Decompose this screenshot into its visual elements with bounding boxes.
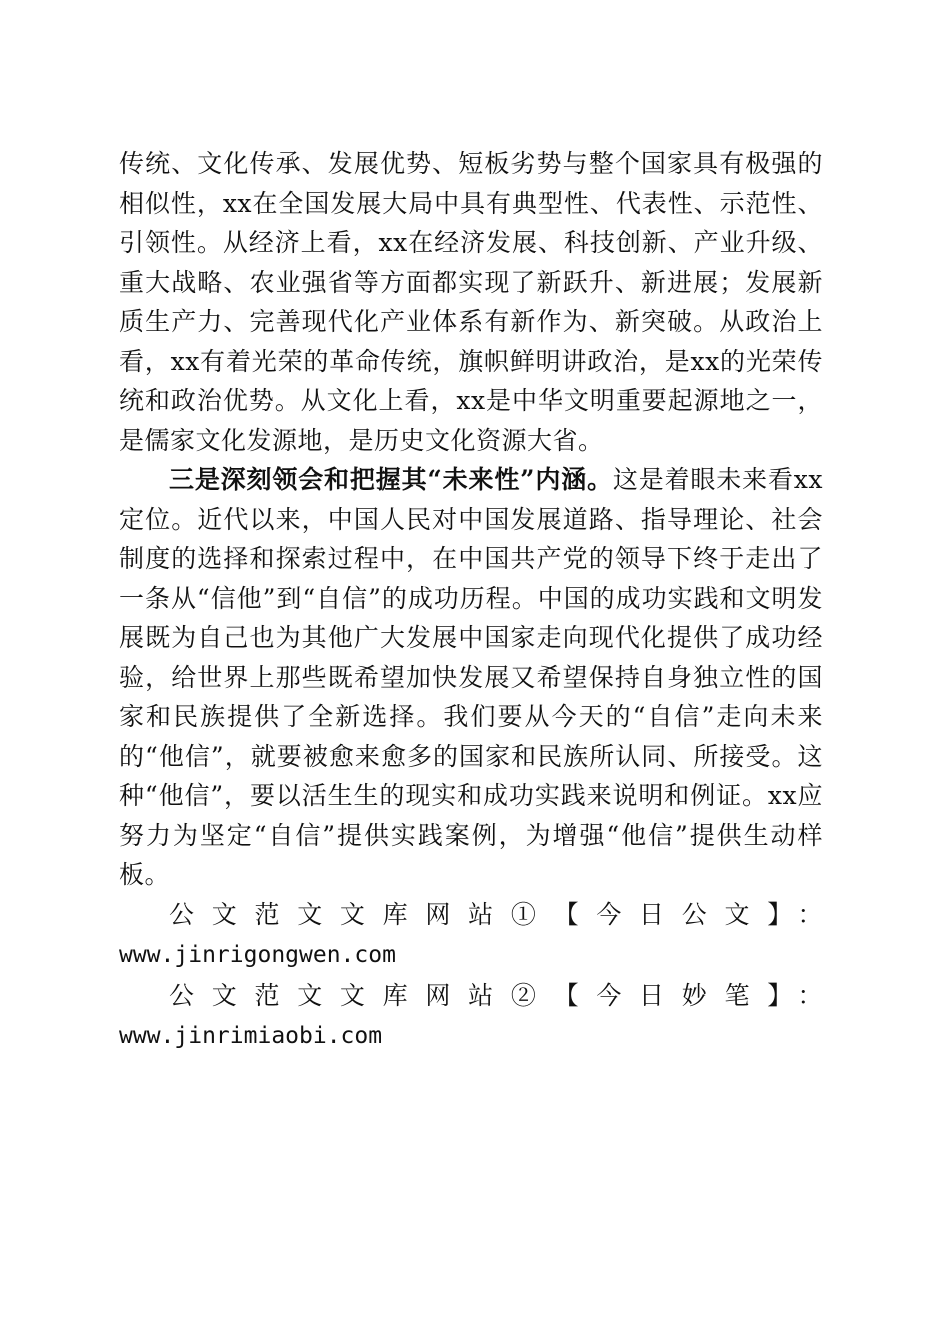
paragraph-2-body: 这是着眼未来看xx定位。近代以来，中国人民对中国发展道路、指导理论、社会制度的选择和探索过程中，在中国共产党的领导下终于走出了一条从“信他”到“自信”的成功历程。中国的成功实践和文明发展既为自己也为其他广大发展中国家走向现代化提供了成功经验，给世界上那些既希望加快发展又希望保持自身独立性的国家和民族提供了全新选择。我们要从今天的“自信”走向未来的“他信”，就要被愈来愈多的国家和民族所认同、所接受。这种“他信”，要以活生生的现实和成功实践来说明和例证。xx应努力为坚定“自信”提供实践案例，为增强“他信”提供生动样板。 bbox=[119, 465, 823, 889]
paragraph-1-text: 传统、文化传承、发展优势、短板劣势与整个国家具有极强的相似性，xx在全国发展大局中具有典型性、代表性、示范性、引领性。从经济上看，xx在经济发展、科技创新、产业升级、重大战略、农业强省等方面都实现了新跃升、新进展；发展新质生产力、完善现代化产业体系有新作为、新突破。从政治上看，xx有着光荣的革命传统，旗帜鲜明讲政治，是xx的光荣传统和政治优势。从文化上看，xx是中华文明重要起源地之一，是儒家文化发源地，是历史文化资源大省。 bbox=[119, 149, 823, 455]
footer-link-2-line bbox=[119, 976, 823, 1057]
paragraph-2-lead: 三是深刻领会和把握其“未来性”内涵。 bbox=[169, 465, 613, 494]
footer-link-1-label: 公文范文文库网站①【今日公文】： bbox=[169, 899, 823, 929]
paragraph-1 bbox=[119, 144, 823, 460]
footer-link-2-label: 公文范文文库网站②【今日妙笔】： bbox=[169, 980, 823, 1010]
document-body bbox=[119, 144, 823, 1057]
footer-link-1-url[interactable]: www.jinrigongwen.com bbox=[119, 942, 396, 968]
footer-link-1-line bbox=[119, 895, 823, 935]
footer-link-2-url[interactable]: www.jinrimiaobi.com bbox=[119, 1023, 383, 1049]
paragraph-2 bbox=[119, 460, 823, 895]
footer-link-1-url-line bbox=[119, 934, 823, 976]
